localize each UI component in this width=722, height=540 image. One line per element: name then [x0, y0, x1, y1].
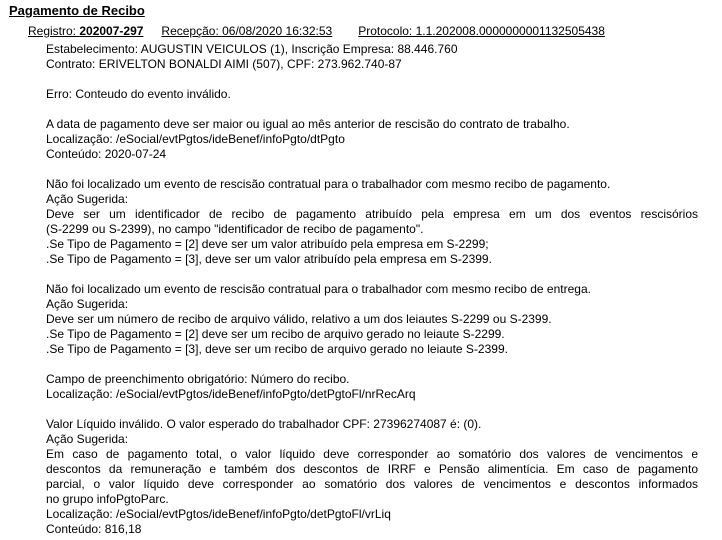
block4-line1: Campo de preenchimento obrigatório: Número do recibo.: [46, 372, 350, 386]
estabelecimento-line: Estabelecimento: AUGUSTIN VEICULOS (1), Inscrição Empresa: 88.446.760: [46, 42, 458, 56]
block3-line5: .Se Tipo de Pagamento = [3], deve ser um recibo de arquivo gerado no leiaute S-2399.: [46, 342, 508, 356]
error-line: Erro: Conteudo do evento inválido.: [46, 87, 231, 101]
block3-line2: Ação Sugerida:: [46, 297, 129, 311]
block2-line3: Deve ser um identificador de recibo de pagamento atribuído pela empresa em um dos eventos rescisórios: [46, 207, 698, 221]
registro-label: Registro:: [28, 24, 80, 38]
message-body: [46, 42, 698, 537]
block1-line2: Localização: /eSocial/evtPgtos/ideBenef/infoPgto/dtPgto: [46, 132, 345, 146]
block3-line1: Não foi localizado um evento de rescisão contratual para o trabalhador com mesmo recibo de entrega.: [46, 282, 591, 296]
block4-line2: Localização: /eSocial/evtPgtos/ideBenef/infoPgto/detPgtoFl/nrRecArq: [46, 387, 416, 401]
block2-line2: Ação Sugerida:: [46, 192, 129, 206]
block2-line4: (S-2299 ou S-2399), no campo "identificador de recibo de pagamento".: [46, 222, 424, 236]
block5-line4: descontos da remuneração e também dos descontos de IRRF e Pensão alimentícia. Em caso de pagamento: [46, 462, 698, 476]
block3-line3: Deve ser um número de recibo de arquivo válido, relativo a um dos leiautes S-2299 ou S-2399.: [46, 312, 552, 326]
block5-line3: Em caso de pagamento total, o valor líquido deve corresponder ao somatório dos valores de vencimentos e: [46, 447, 698, 461]
block1-line1: A data de pagamento deve ser maior ou igual ao mês anterior de rescisão do contrato de trabalho.: [46, 117, 570, 131]
block2-line6: .Se Tipo de Pagamento = [3], deve ser um valor atribuído pela empresa em S-2399.: [46, 252, 492, 266]
block5-line7: Localização: /eSocial/evtPgtos/ideBenef/infoPgto/detPgtoFl/vrLiq: [46, 507, 391, 521]
block5-line1: Valor Líquido inválido. O valor esperado do trabalhador CPF: 27396274087 é: (0).: [46, 417, 482, 431]
block2-line1: Não foi localizado um evento de rescisão contratual para o trabalhador com mesmo recibo de pagamento.: [46, 177, 611, 191]
block5-line6: no grupo infoPgtoParc.: [46, 492, 169, 506]
registro-value: 202007-297: [79, 24, 144, 38]
block5-line2: Ação Sugerida:: [46, 432, 129, 446]
receipt-header: [28, 24, 605, 38]
block5-line5: parcial, o valor líquido deve corresponder ao somatório dos valores de vencimentos e descontos informados: [46, 477, 698, 491]
document-title: Pagamento de Recibo: [9, 3, 145, 18]
recepcao-text: Recepção: 06/08/2020 16:32:53: [161, 24, 333, 38]
contrato-line: Contrato: ERIVELTON BONALDI AIMI (507), CPF: 273.962.740-87: [46, 57, 402, 71]
block3-line4: .Se Tipo de Pagamento = [2] deve ser um recibo de arquivo gerado no leiaute S-2299.: [46, 327, 505, 341]
protocolo-text: Protocolo: 1.1.202008.0000000001132505438: [358, 24, 605, 38]
block2-line5: .Se Tipo de Pagamento = [2] deve ser um valor atribuído pela empresa em S-2299;: [46, 237, 489, 251]
block5-line8: Conteúdo: 816,18: [46, 522, 142, 536]
block1-line3: Conteúdo: 2020-07-24: [46, 147, 167, 161]
